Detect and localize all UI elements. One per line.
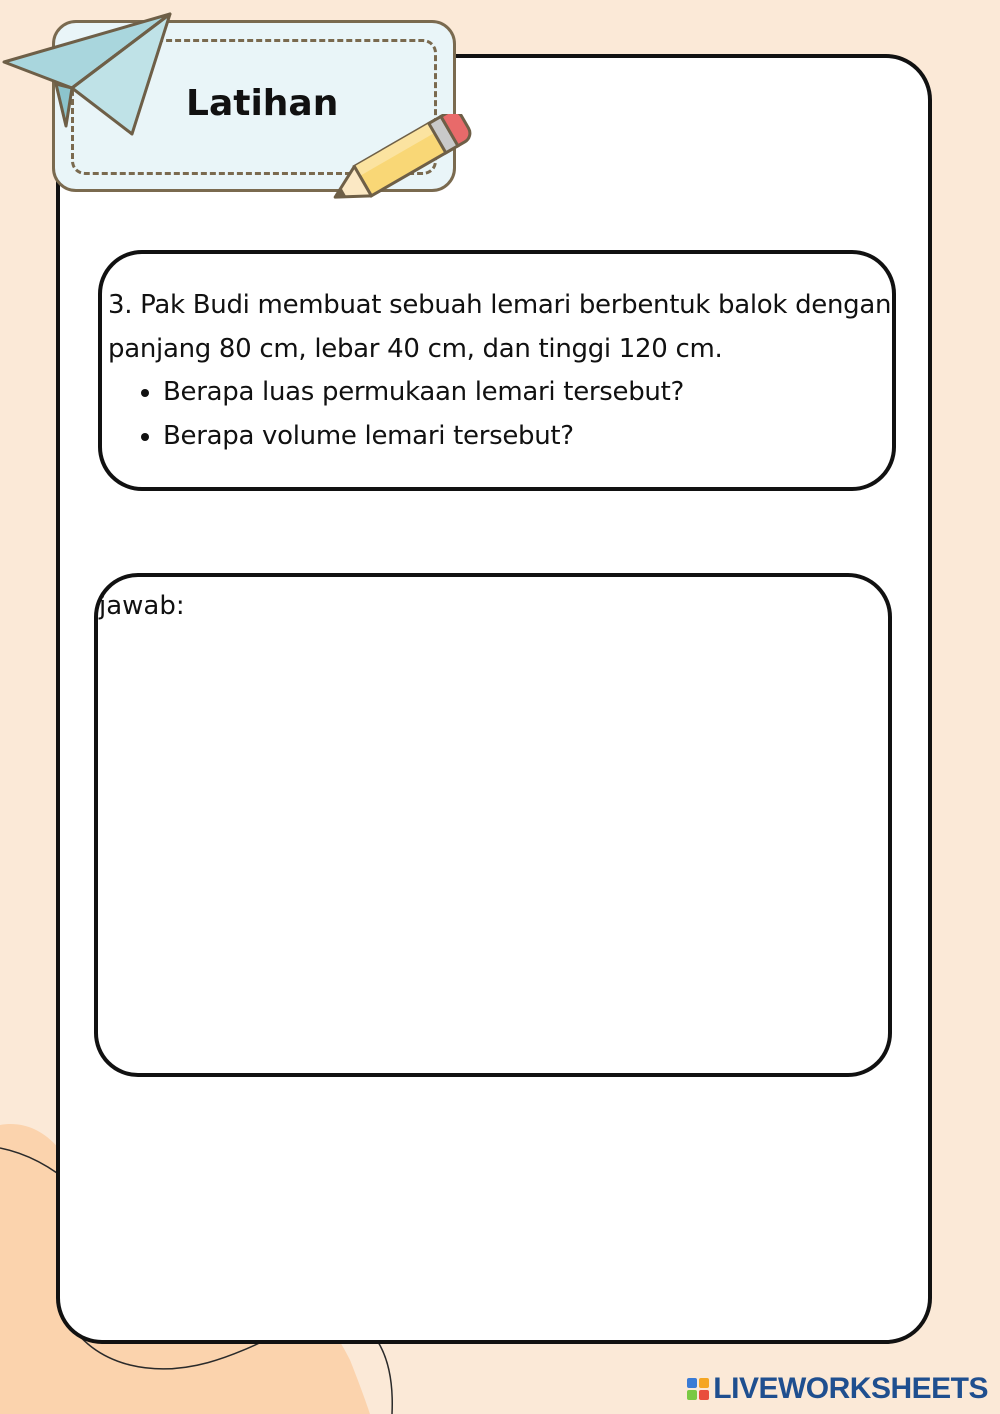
liveworksheets-logo-icon xyxy=(687,1378,709,1400)
question-bullet-item: • Berapa volume lemari tersebut? xyxy=(163,414,684,458)
paper-airplane-icon xyxy=(0,10,180,140)
pencil-icon xyxy=(318,114,478,210)
question-text: 3. Pak Budi membuat sebuah lemari berbentuk balok dengan panjang 80 cm, lebar 40 cm, dan tinggi 120 cm. xyxy=(108,290,892,364)
answer-input-area[interactable] xyxy=(110,630,880,1060)
brand-watermark xyxy=(687,1371,988,1407)
question-bullet-item: • Berapa luas permukaan lemari tersebut? xyxy=(163,370,684,414)
brand-text: LIVEWORKSHEETS xyxy=(713,1372,988,1405)
page-title: Latihan xyxy=(186,83,339,124)
question-bullet-list xyxy=(108,370,684,458)
answer-label: jawab: xyxy=(99,591,185,621)
